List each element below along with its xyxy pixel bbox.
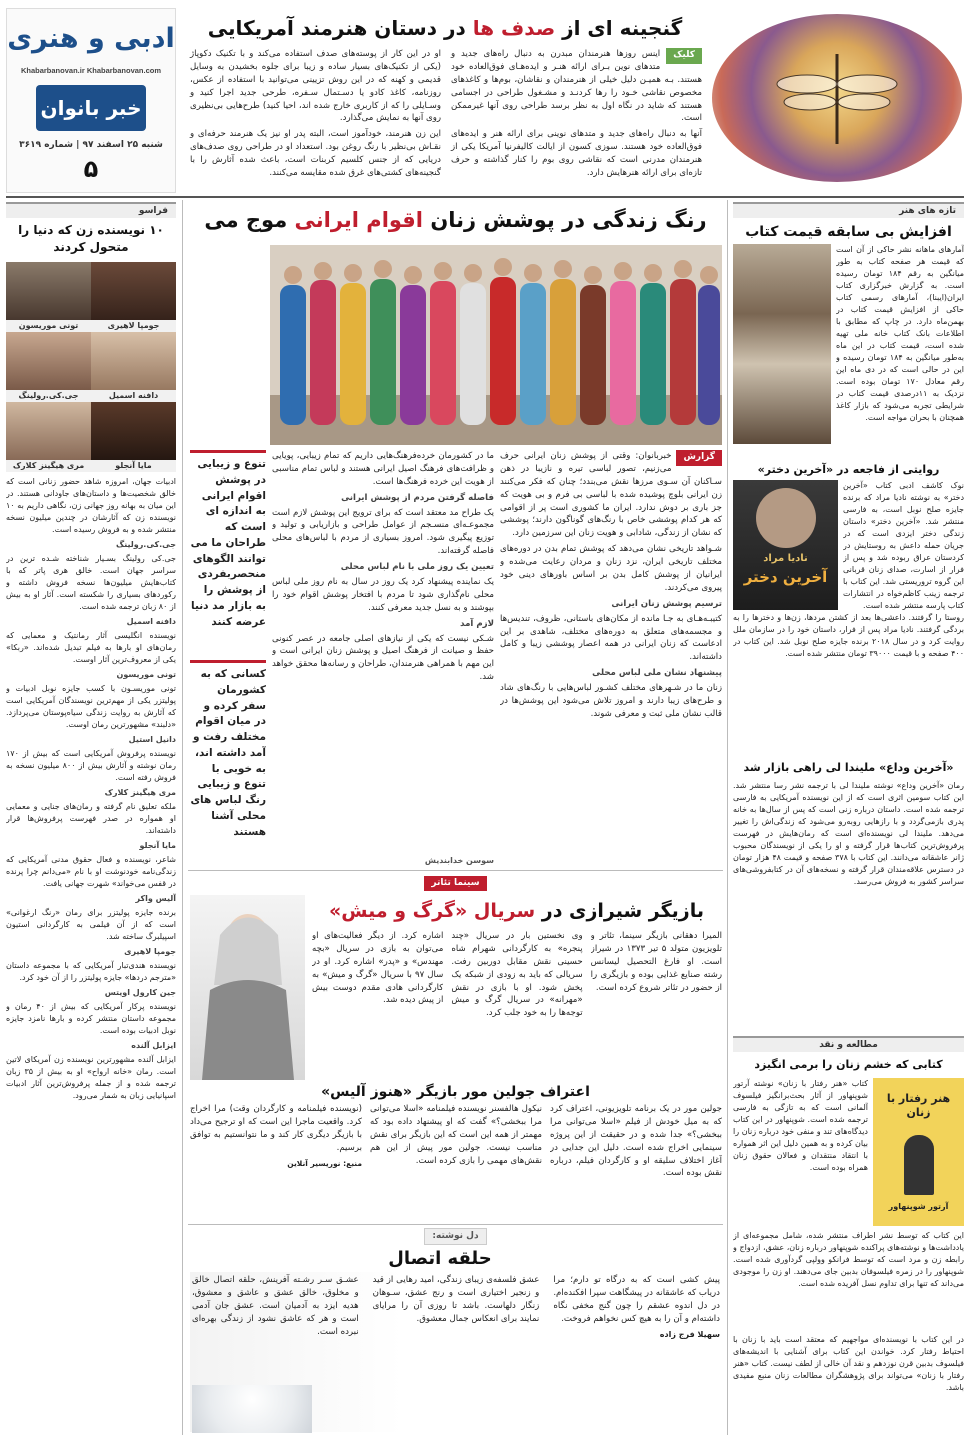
headline-part: بازیگر شیرازی در xyxy=(535,900,705,922)
column-rule xyxy=(182,200,183,1435)
portrait-name: جومپا لاهیری xyxy=(91,320,176,332)
writer-paragraph: ایزابل آلنده مشهورترین نویسنده زن آمریکای لاتین است. رمان «خانه ارواح» او به بیش از ۳۵ زبان ترجمه شده و از جمله پرفروش‌ترین آثار ادبیات اسپانیایی زبان به شمار می‌رود. xyxy=(6,1055,176,1100)
last-girl-body2: روستا را گرفتند. داعشی‌ها بعد از کشتن مردها، زن‌ها و دخترها را به بردگی گرفتند. نادیا مراد پس از فرار، داستان خود را در سازمان ملل روایت کرد و در سال ۲۰۱۸ برنده جایزه صلح نوبل شد. این کتاب در ۴۰۰ صفحه و با قیمت ۳۹۰۰۰ تومان منتشر شده است. xyxy=(733,613,964,658)
poem-paragraph: پیش کشی است که به درگاه تو دارم؛ مرا دریاب که عاشقانه در پیشگاهت سپرا افکنده‌ام. در دل اندوه عشقم را چون گنج مخفی نگاه داشته‌ام و آن را به هیچ کس نخواهم فروخت. xyxy=(553,1275,720,1324)
last-girl-title: روایتی از فاجعه در «آخرین دختر» xyxy=(757,463,940,476)
writer-heading: دافنه اسمیل xyxy=(126,617,176,626)
divider xyxy=(188,1224,723,1225)
dragonfly-icon xyxy=(712,14,962,182)
writer-heading: دانیل استیل xyxy=(128,735,176,744)
writers-title: ۱۰ نویسنده زن که دنیا را متحول کردند xyxy=(18,223,164,255)
cinema-col: اشاره کرد. از دیگر فعالیت‌های او می‌توان به بازی در سریال «بچه مهندس» و «پدر» اشاره کرد. او در سال ۹۷ با سریال «گرگ و میش» به کارگردانی هادی مقدم دوست بیش از پیش دیده شد. xyxy=(312,931,444,1006)
headline-red: صدف ها xyxy=(472,16,556,40)
julianne-col xyxy=(190,1103,362,1221)
poem-kicker: دل نوشته: xyxy=(424,1228,486,1245)
logo xyxy=(36,85,146,131)
schopenhauer-title: کتابی که خشم زنان را برمی انگیزد xyxy=(754,1058,943,1071)
writer-paragraph: تونی موریسـون با کسب جایزه نوبل ادبیات و پولیتزر یکی از مهم‌ترین نویسندگان آمریکایی است که آثارش به روایت زندگی سیاه‌پوستان می‌پردازد. «دلبند» مشهورترین رمان اوست. xyxy=(6,684,176,729)
shells-col xyxy=(451,48,702,188)
portrait xyxy=(91,402,176,472)
headline-part: رنگ زندگی در پوشش زنان xyxy=(423,208,707,232)
cinema-kicker: سینما تئاتر xyxy=(424,876,486,891)
section-title: ادبی و هنری xyxy=(7,23,175,54)
writer-heading: مری هیگینز کلارک xyxy=(104,788,176,797)
writer-paragraph: جی.کی رولینگ بسـیار شناخته شـده ترین در سراسر جهان است. خالق هری پاتر که با کتاب‌هایش میلیون‌ها نسخه فروش داشته و رکوردهای بسیاری را شکسته است. آثار او به بیش از ۸۰ زبان ترجمه شده است. xyxy=(6,554,176,611)
shells-paragraph: او در این کار از پوسته‌های صدف استفاده می‌کند و با تکنیک دکوپاژ (یکی از تکنیک‌های بسیار ساده و زیبا برای جلوه بخشیدن به وسایل قدیمی و کهنه که در این روش تزیینی می‌توانید با استفاده از عکس، روزنامه، کاغذ کادو یا دسـتمال سـفره، طرحی جدید اجرا کنید و وسـایلی را که از کاربری خارج شده اند، احیا کنید) طرح‌هایی بی‌نظیری روی آنها به نمایش می‌گذارد. xyxy=(190,49,441,124)
portrait-name: مایا آنجلو xyxy=(91,460,176,472)
divider xyxy=(6,196,964,198)
divider xyxy=(188,870,723,871)
costume-paragraph: یک طراح مد معتقد است که برای ترویج این پوشش لازم است مجموعـه‌ای منسـجم از عوامل طراحی و بازاریابی و تولید و توزیع پیگیری شود. امروز بسیاری از مردم با لباس‌های محلی فاصله گرفته‌اند. xyxy=(272,507,494,557)
shells-paragraph: آنها به دنبال راه‌های جدید و متدهای نوینی برای ارائه هنر و ایده‌های فوق‌العاده خود هستند. سوزی کسون از ایالت کالیفرنیا آمریکا یکی از هنرمندان مدرنی است که نقاشی روی بوم را کنار گذاشته و حرف تازه‌ای برای ارائه هنرهایش دارد. xyxy=(451,129,702,179)
actress-figure xyxy=(190,895,305,1080)
writer-heading: مایا آنجلو xyxy=(139,841,176,850)
page-number: ۵ xyxy=(83,155,99,184)
writer-paragraph: نویسنده انگلیسی آثار رمانتیک و معمایی که رمان‌های او بارها به فیلم تبدیل شده‌اند. «ربکا» یکی از معروف‌ترین آثار اوست. xyxy=(6,631,176,664)
cinema-headline xyxy=(310,898,723,926)
headline-part: موج می xyxy=(204,208,288,232)
last-girl-body: نوک کاشف ادبی کتاب «آخرین دختر» به نوشته نادیا مراد که برنده جایزه صلح نوبل است، به فارسی منتشر شد. «آخرین دختر» داستان زندگی دختر ایزدی است که در جریان حمله داعش به روستایش در کردستان عراق ربوده شد و پس از فرار از اسارت، صدای زنان قربانی این گروه تروریستی شد. این کتاب با ترجمه زینب کاظم‌خواه در انتشارات کتاب پارسه منتشر شده است. xyxy=(843,481,964,610)
costume-paragraph: یک نماینده پیشنهاد کرد یک روز در سال به نام روز ملی لباس محلی نام‌گذاری شود تا مردم با افتخار پوشش اقوام خود را بپوشند و به نسل جدید معرفی کنند. xyxy=(272,577,494,613)
writer-paragraph: نویسنده پرکار آمریکایی که بیش از ۴۰ رمان و مجموعه داستان منتشر کرده و بارها نامزد جایزه نوبل ادبیات بوده است. xyxy=(6,1002,176,1035)
julianne-body xyxy=(190,1103,722,1221)
section-label: فراسو xyxy=(138,206,168,216)
cover-author: آرتور شوپنهاور xyxy=(888,1201,949,1211)
costume-col-mid xyxy=(272,450,494,850)
book-price-body: آمارهای ماهانه نشر حاکی از آن است که قیمت هر صفحه کتاب به طور میانگین به رقم ۱۸۴ تومان رسیده است. به گزارش خبرگزاری کتاب ایران(ایبنا)، آمارهای رسمی کتاب حاکی از افزایش قیمت کتاب در بهمن‌ماه دارد. در چاپ که مطابق با اطلاعات بانک کتاب خانه ملی تهیه شده است، قیمت کتاب در این ماه به‌طور میانگین به ۱۸۴ تومان رسیده و این در حالی است که در دی ماه این رقم معادل ۱۷۰ تومان بوده است. نزدیک به ۱۱درصدی قیمت کتاب در شرایطی تجربه می‌شود که بازار کاغذ همچنان با بحران مواجه است. xyxy=(836,245,964,422)
portrait-name: جی.کی.رولینگ xyxy=(6,390,91,402)
writer-paragraph: نویسنده هندی‌تبار آمریکایی که با مجموعه داستان «مترجم دردها» جایزه پولیتزر را از آن خود کرد. xyxy=(6,961,176,982)
poem-col xyxy=(551,1272,722,1432)
pull-quote: تنوع و زیبایی در پوشش اقوام ایرانی به اندازه ای است که طراحان ما می توانند الگوهای منحصربفردی از پوشش را به بازار مد دنیا عرضه کنند xyxy=(190,450,266,650)
farewell-title: «آخرین وداع» ملیندا لی راهی بازار شد xyxy=(743,761,954,774)
costume-paragraph: شـواهد تاریخی نشان می‌دهد که پوشش تمام بدن در دوره‌های مختلف تاریخی ایران، نزد زنان و مردان رعایت می‌شده و ایرانیان از پوشش کامل بدن بر اساس باورهای دینی خود پیروی می‌کردند. xyxy=(500,544,722,593)
writer-heading: جی.کی.رولینگ xyxy=(116,540,176,549)
costume-col-right xyxy=(500,450,722,865)
cinema-col: المیرا دهقانی بازیگر سینما، تئاتر و تلویزیون متولد ۵ تیر ۱۳۷۳ در شیراز است. او فارغ التحصیل لیسانس رشته صنایع غذایی بوده و بازیگری را از حضور در تئاتر شروع کرده است. xyxy=(590,931,722,993)
portrait-grid xyxy=(6,262,176,472)
section-bar-art-news xyxy=(733,202,964,218)
date-issue: شنبه ۲۵ اسفند ۹۷ | شماره ۳۶۱۹ xyxy=(19,140,163,151)
farewell-body: رمان «آخرین وداع» نوشته ملیندا لی با ترجمه نشر رسا منتشر شد. این کتاب سومین اثری است که از این نویسنده آمریکایی به فارسی ترجمه شده است. داستان درباره زنی است که پس از سال‌ها به خانه پدری بازمی‌گردد و با رازهایی روبه‌رو می‌شود که زندگی‌اش را تغییر می‌دهد. ملیندا لی نویسنده‌ای است که رمان‌هایش در فهرست پرفروش‌ترین کتاب‌ها قرار گرفته و او را یکی از نویسندگان محبوب ژانر عاشقانه می‌دانند. این کتاب با ۳۷۸ صفحه و قیمت ۴۸ هزار تومان در دسترس علاقه‌مندان قرار گرفته و نسخه‌های آن در کتابفروشی‌های سراسر کشور به فروش می‌رسد. xyxy=(733,781,964,886)
writer-paragraph: برنده جایزه پولیتزر برای رمان «رنگ ارغوانی» است که از آن فیلمی به کارگردانی استیون اسپیلبرگ ساخته شد. xyxy=(6,908,176,941)
costume-photo xyxy=(270,245,722,445)
costume-paragraph: خبربانوان: وقتی از پوشش زنان ایرانی حرف می‌زنیم، تصور لباسی تیره و نازیبا در ذهن سـاکنان آن سـوی مرزها نقش می‌بندد؛ چنان که فکر می‌کنند زن ایرانی بلوچ پوشیده شده با لباسی بی فرم و بی هویت که جز باری بر دوش ندارد. ایران ما کشوری است پر از اقوامی که هر کدام پوششی خاص با رنگ‌های گوناگون دارند؛ پوششی که نشان از زندگی، شادابی و هویت زنان این سرزمین دارد. xyxy=(500,451,722,539)
masthead xyxy=(6,8,176,193)
actress-photo xyxy=(190,895,305,1080)
section-bar-review xyxy=(733,1036,964,1052)
writer-heading: تونی موریسون xyxy=(116,670,176,679)
writer-heading: آلیس واکر xyxy=(135,894,176,903)
costume-subhead: پیشنهاد نشان ملی لباس محلی xyxy=(592,668,722,679)
pull-quote: کسانی که به کشورمان سفر کرده و در میان اقوام مختلف رفت و آمد داشته اند، به خوبی با تنوع و زیبایی رنگ لباس های محلی آشنا هستند xyxy=(190,660,266,860)
book-price-image xyxy=(733,244,831,444)
cinema-col: وی نخستین بار در سریال «چند پنجره» به کارگردانی شهرام شاه حسینی نقش مقابل دوربین رفت. سریالی که باید به زودی از شبکه یک پخش شود. او با بازی در نقش «مهرانه» در سریال گرگ و میش توجه‌ها را به خود جلب کرد. xyxy=(451,931,583,1019)
costume-author: سوسن خدابندیش xyxy=(424,856,494,865)
cover-title: آخرین دختر xyxy=(743,567,828,586)
writer-paragraph: ملکه تعلیق نام گرفته و رمان‌های جنایی و معمایی او همواره در صدر فهرست پرفروش‌ها قرار داشته‌اند. xyxy=(6,802,176,835)
julianne-paragraph: (نویسنده فیلمنامه و کارگردان وقت) مرا اخراج کرد. واقعیت ماجرا این است که او ترجیح می‌داد با بازیگر دیگری کار کند و ما نتوانستیم به توافق برسیم. xyxy=(190,1104,362,1153)
last-girl-cover xyxy=(733,480,838,610)
headline-red: سریال «گرگ و میش» xyxy=(328,900,536,922)
writer-heading: جومپا لاهیری xyxy=(124,947,176,956)
costume-paragraph: ما در کشورمان خرده‌فرهنگ‌هایی داریم که تمام زیبایی، پویایی و ظرافت‌های فرهنگ اصیل ایرانی هستند و لباس تمام مناسبی از هویت این خرده فرهنگ‌ها است. xyxy=(272,451,494,487)
costume-subhead: فاصله گرفتن مردم از پوشش ایرانی xyxy=(341,492,494,503)
costume-paragraph: شـکی نیست که یکی از نیازهای اصلی جامعه در عصر کنونی حفظ و صیانت از فرهنگ اصیل و پوشش زنان ایرانی است و این مهم با همراهی هنرمندان، طراحان و رسانه‌ها محقق خواهد شد. xyxy=(272,633,494,683)
writer-heading: جین کارول اویتس xyxy=(104,988,176,997)
shells-body xyxy=(190,48,702,188)
schopenhauer-cover xyxy=(873,1078,964,1226)
writers-body xyxy=(6,476,176,1434)
cinema-kicker-bar xyxy=(188,876,723,891)
costume-subhead: لازم آمد xyxy=(460,618,494,629)
book-price-title: افزایش بی سابقه قیمت کتاب xyxy=(745,224,952,240)
logo-text: خبر بانوان xyxy=(40,95,142,120)
shells-paragraph: این زن هنرمند، خودآموز است، البته پدر او نیز یک هنرمند حرفه‌ای و نقـاش بی‌نظیر با رنگ روغن بود. استعداد او در طراحی روی صدف‌های دریایی که از جنس کلسیم کربنات است، باعث شده آثارش را با گنجینه‌های کشتی‌های غرق شده مقایسه می‌کنند. xyxy=(190,129,441,179)
women-group-photo xyxy=(270,245,722,445)
writers-intro: ادبیات جهان، امروزه شاهد حضور زنانی است که خالق شخصیت‌ها و داستان‌های جاودانی هستند. در این میان به بهانه روز جهانی زن، نگاهی داریم به ۱۰ نویسنده زن که آثارشان در چندین میلیون نسخه منتشر شده و به فروش رسیده است. xyxy=(6,477,176,534)
portrait xyxy=(91,262,176,332)
shells-image xyxy=(712,14,962,182)
cover-title: هنر رفتار با زنان xyxy=(886,1092,951,1120)
cover-figure xyxy=(904,1135,934,1195)
poem-title: حلقه اتصال xyxy=(388,1248,492,1269)
portrait xyxy=(6,262,91,332)
poem-kicker-bar xyxy=(188,1228,723,1245)
julianne-title: اعتراف جولین مور بازیگر «هنوز آلیس» xyxy=(321,1084,590,1100)
writer-heading: ایزابل آلنده xyxy=(131,1041,176,1050)
poem-author: سهیلا فرج زاده xyxy=(659,1329,720,1339)
shells-headline xyxy=(190,14,700,43)
report-kicker: گزارش xyxy=(676,450,722,466)
cover-face xyxy=(756,488,816,548)
portrait-name: دافنه اسمیل xyxy=(91,390,176,402)
section-bar-beyond xyxy=(6,202,176,218)
portrait xyxy=(6,402,91,472)
schopenhauer-body2: این کتاب که توسط نشر اطراف منتشر شده، شامل مجموعه‌ای از یادداشت‌ها و نوشته‌های پراکنده شوپنهاور درباره زنان، عشق، ازدواج و رابطه زن و مرد است که توسط فرانکو وولپی گردآوری شده است. شوپنهاور را در زمره فیلسوفان بدبین جای می‌دهند. او زن را موجودی می‌داند که تنها برای تداوم نسل آفریده شده است. xyxy=(733,1231,964,1288)
julianne-source: منبع: نوریسیر آنلاین xyxy=(287,1158,362,1168)
portrait-name: تونی موریسون xyxy=(6,320,91,332)
section-label: مطالعه و نقد xyxy=(819,1040,878,1050)
costume-paragraph: زنان ما در شـهرهای مختلف کشـور لباس‌هایی با رنگ‌های شاد و طرح‌های زیبا دارند و امروز تلاش می‌شود این پوشش‌ها در قالب نشان ملی ثبت و معرفی شوند. xyxy=(500,683,722,719)
schopenhauer-body3: در این کتاب با نویسنده‌ای مواجهیم که معتقد است باید با زنان با احتیاط رفتار کرد. خواندن این کتاب برای آشنایی با اندیشه‌های فیلسوف بدبین قرن نوزدهم و نقد آن خالی از لطف نیست. کتاب «هنر رفتار با زنان» می‌تواند برای پژوهشگران مطالعات زنان منبع مفیدی باشد. xyxy=(733,1335,964,1392)
cover-author: نادیا مراد xyxy=(763,553,808,564)
headline-part: در دستان هنرمند آمریکایی xyxy=(207,16,473,40)
site-url[interactable]: Khabarbanovan.ir Khabarbanovan.com xyxy=(20,66,162,76)
schopenhauer-body: کتاب «هنر رفتار با زنان» نوشته آرتور شوپنهاور از آثار بحث‌برانگیز فیلسوف آلمانی است که به تازگی به فارسی ترجمه شده است. شوپنهاور در این کتاب دیدگاه‌های تند و منفی خود درباره زنان را بیان کرده و به همین دلیل این اثر همواره با انتقاد منتقدان و فعالان حقوق زنان همراه بوده است. xyxy=(733,1079,868,1172)
column-rule xyxy=(727,200,728,1435)
click-kicker: کلیک xyxy=(666,48,702,64)
headline-part: گنجینه ای از xyxy=(555,16,683,40)
poem-hands-image xyxy=(192,1385,312,1433)
writer-paragraph: شاعر، نویسنده و فعال حقوق مدنی آمریکایی که زندگی‌نامه خودنوشت او با نام «می‌دانم چرا پرنده در قفس می‌خواند» شهرت جهانی یافت. xyxy=(6,855,176,888)
shells-paragraph: اینس روزها هنرمندان مبدرن به دنبال راه‌های جدید و متدهای نوین بـرای ارائه هنـر و ایده‌هـای فوق‌العاده خود هستند. بـه همیـن دلیل خیلی از هنرمندان و نقاشان، بوم‌ها و کاغذهای مخصوص نقاشی خـود را رها کردنـد و مشـغول طراحی در اجسامی هستند که شاید در نگاه اول به نظر برسد طراحی روی آنها غیرممکن است. xyxy=(451,49,702,124)
cinema-body xyxy=(312,930,722,1080)
poem-col: عشق فلسفه‌ی زیبای زندگی، امید رهایی از قید و زنجیر اختیاری است و رنج عشق، سـوهان زنگار دلهاست. باشد تا روزی آن را مرایای نمایند برای انعکاس جمال معشوق. xyxy=(372,1275,540,1324)
poem-col: عشـق سـر رشـته آفرینش، حلقه اتصال خالق و مخلوق، خالق عشق و عاشق و معشوق، هدیه ایزد به آدمیان است. عشق جان آدمی است و هر که عاشق نشود از زندگی بهره‌ای نبرده است. xyxy=(191,1275,359,1337)
portrait xyxy=(91,332,176,402)
portrait xyxy=(6,332,91,402)
costume-subhead: ترسیم پوشش زنان ایرانی xyxy=(611,598,722,609)
portrait-name: مری هیگینز کلارک xyxy=(6,460,91,472)
headline-red: اقوام ایرانی xyxy=(294,208,424,232)
julianne-col: جولین مور در یک برنامه تلویزیونی، اعتراف کرد که به میل خودش از فیلم «اسلا می‌توانی مرا ببخشی؟» جدا شده و در حقیقت از این پروژه سینمایی اخراج شده است. دلیل این جدایی در آغاز اختلاف سلیقه او و کارگردان فیلم، درباره نقش بوده است. xyxy=(550,1104,722,1179)
julianne-col: نیکول هالفسنر نویسنده فیلمنامه «اسلا می‌توانی مرا ببخشی؟» گفت که او پیشنهاد داده بود که مهمتر از همه این است که این بازیگر برای نقش مناسب نیست. جولین مور پیش از این هم نقش‌های مهمی را بازی کرده است. xyxy=(370,1104,542,1166)
shells-col xyxy=(190,48,441,188)
writer-paragraph: نویسنده پرفروش آمریکایی است که بیش از ۱۷۰ رمان نوشته و آثارش بیش از ۸۰۰ میلیون نسخه به فروش رفته است. xyxy=(6,749,176,782)
costume-paragraph: کتیبـه‌هـای به جـا مانده از مکان‌های باستانی، ظروف، تندیس‌ها و مجسمه‌های متعلق به دوره‌های مختلف، شاهدی بر این ادعاست که زنان ایرانی در همه اعصار پوششی زیبا و کامل داشته‌اند. xyxy=(500,613,722,663)
section-label: تازه های هنر xyxy=(899,206,956,216)
costume-subhead: تعیین یک روز ملی با نام لباس محلی xyxy=(340,562,494,573)
